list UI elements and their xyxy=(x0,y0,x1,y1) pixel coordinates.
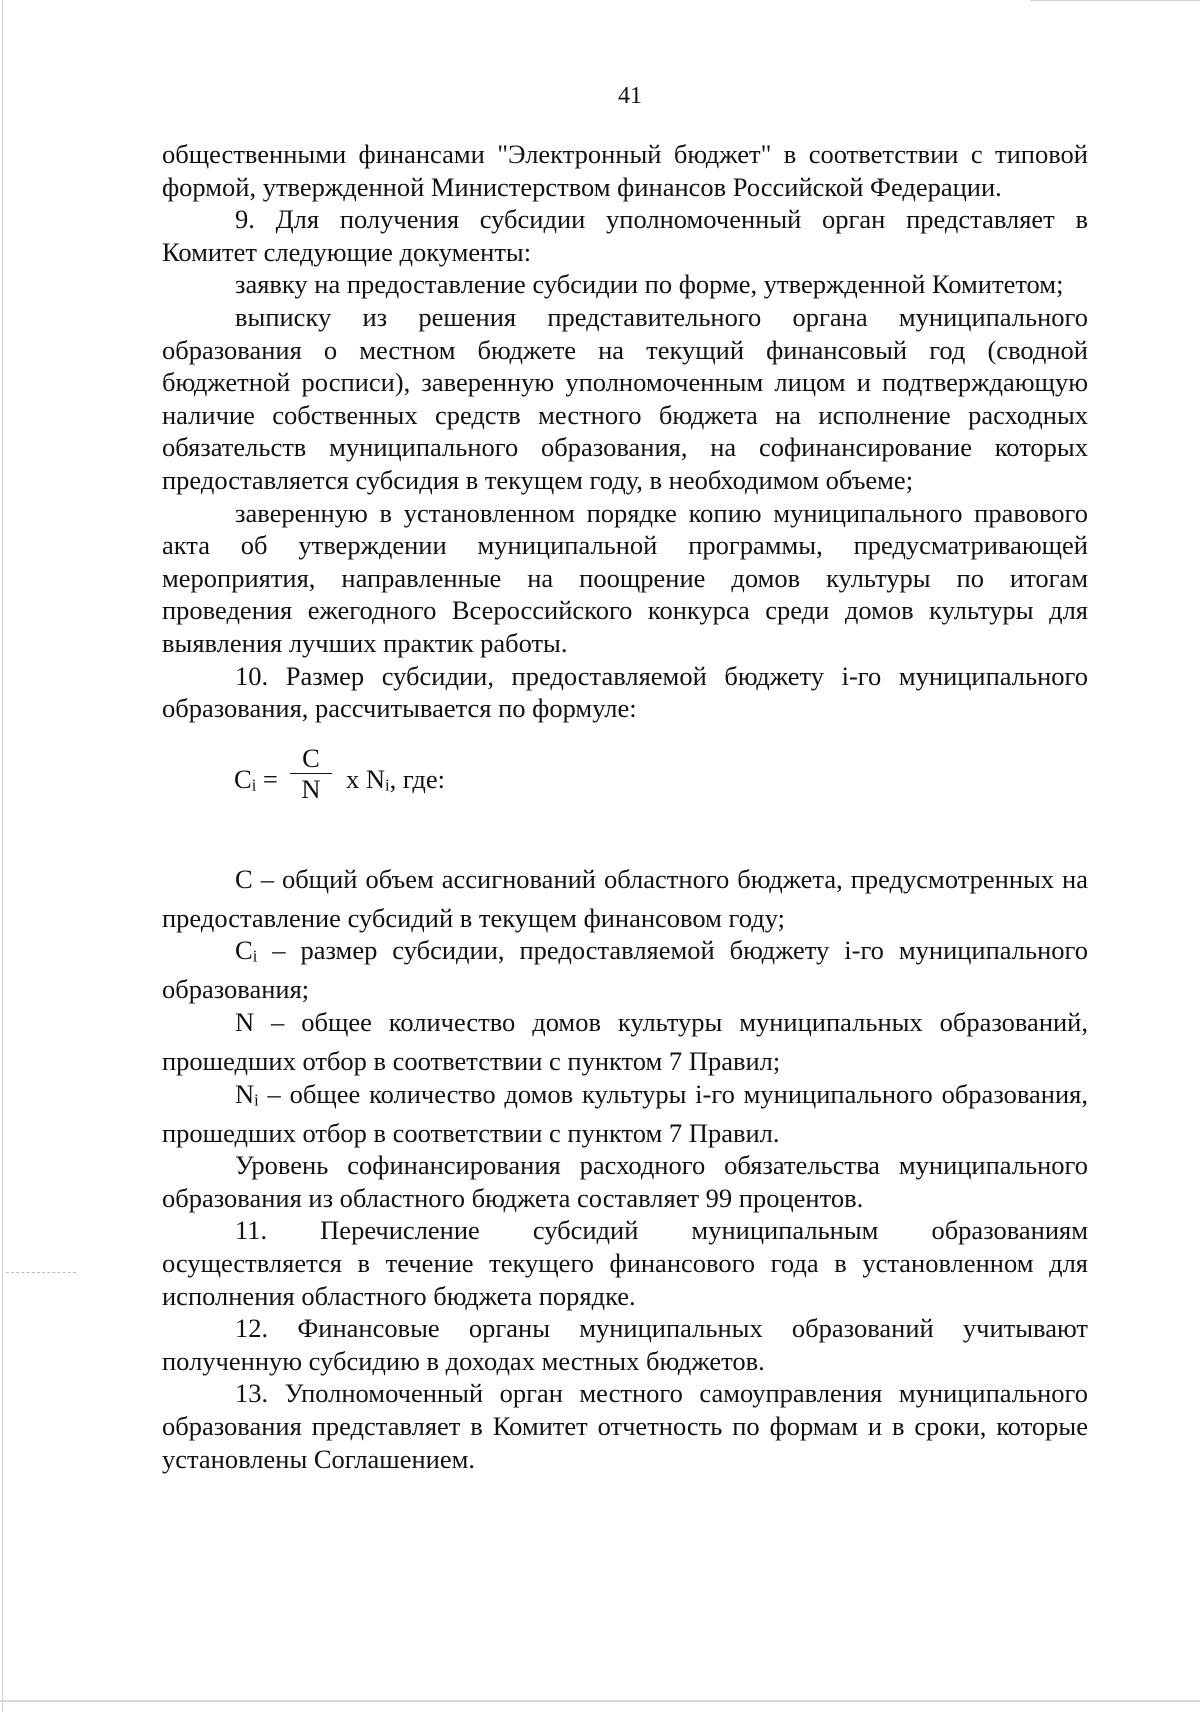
paragraph-cofinancing-level: Уровень софинансирования расходного обязательства муниципального образования из областного бюджета составляет 99 процентов. xyxy=(162,1150,1088,1213)
paragraph-budget-extract: выписку из решения представительного органа муниципального образования о местном бюджете на текущий финансовый год (сводной бюджетной росписи), заверенную уполномоченным лицом и подтверждающую наличие собственных средств местного бюджета на исполнение расходных обязательств муниципального образования, на софинансирование которых предоставляется субсидия в текущем году, в необходимом объеме; xyxy=(162,301,1088,495)
formula-numerator: C xyxy=(290,743,332,774)
paragraph-item-13: 13. Уполномоченный орган местного самоуправления муниципального образования представляет в Комитет отчетность по формам и в сроки, которые установлены Соглашением. xyxy=(162,1378,1088,1474)
paragraph-application: заявку на предоставление субсидии по форме, утвержденной Комитетом; xyxy=(235,269,1064,300)
paragraph-item-10: 10. Размер субсидии, предоставляемой бюджету i-го муниципального образования, рассчитывается по формуле: xyxy=(162,660,1088,724)
paragraph-continuation: общественными финансами "Электронный бюджет" в соответствии с типовой формой, утвержденной Министерством финансов Российской Федерации. xyxy=(162,139,1088,202)
formula-fraction xyxy=(290,743,332,804)
scan-artifact xyxy=(6,1272,76,1273)
formula-lhs: $C_i$ = xyxy=(234,763,278,795)
definition-ci: $C_i$ – размер субсидии, предоставляемой бюджету i-го муниципального образования; xyxy=(162,935,1088,1005)
page-number: 41 xyxy=(618,83,642,109)
subsidy-formula xyxy=(162,725,1088,849)
scan-edge-bottom xyxy=(0,1700,1200,1702)
formula-rhs: x $N_i$, где: xyxy=(346,763,446,795)
definition-ni: $N_i$ – общее количество домов культуры i-го муниципального образования, прошедших отбор в соответствии с пунктом 7 Правил. xyxy=(162,1078,1088,1148)
paragraph-program-copy: заверенную в установленном порядке копию муниципального правового акта об утверждении муниципальной программы, предусматривающей мероприятия, направленные на поощрение домов культуры по итогам проведения ежегодного Всероссийского конкурса среди домов культуры для выявления лучших практик работы. xyxy=(162,497,1088,658)
definition-c: C – общий объем ассигнований областного бюджета, предусмотренных на предоставление субсидий в текущем финансовом году; xyxy=(162,863,1088,933)
definition-n: N – общее количество домов культуры муниципальных образований, прошедших отбор в соответствии с пунктом 7 Правил; xyxy=(162,1006,1088,1077)
formula-denominator: N xyxy=(301,773,321,804)
document-body xyxy=(162,138,1088,1475)
scan-edge-top xyxy=(1030,0,1200,1)
scan-edge-left xyxy=(2,0,3,1712)
paragraph-item-12: 12. Финансовые органы муниципальных образований учитывают полученную субсидию в доходах местных бюджетов. xyxy=(162,1313,1088,1376)
paragraph-item-9: 9. Для получения субсидии уполномоченный орган представляет в Комитет следующие документы: xyxy=(162,204,1088,267)
paragraph-item-11: 11. Перечисление субсидий муниципальным образованиям осуществляется в течение текущего финансового года в установленном для исполнения областного бюджета порядке. xyxy=(162,1215,1088,1311)
